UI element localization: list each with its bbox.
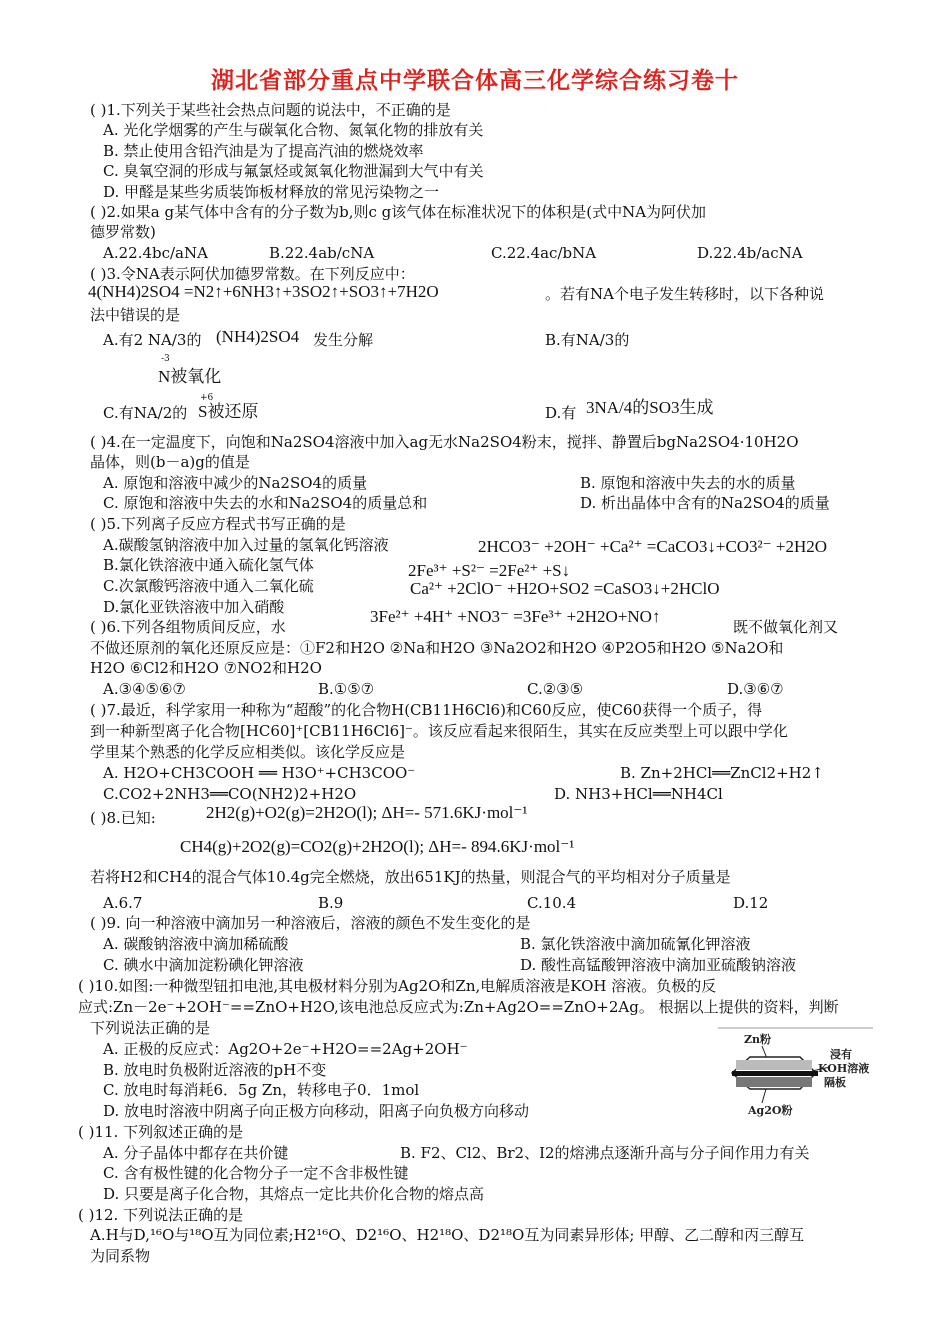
text-line-q3df: 3NA/4的SO3生成 (586, 398, 714, 417)
text-line-q5af: 2HCO3⁻ +2OH⁻ +Ca²⁺ =CaCO3↓+CO3²⁻ +2H2O (478, 537, 828, 556)
text-line-q9c: C. 碘水中滴加淀粉碘化钾溶液 (103, 956, 304, 974)
text-line-q8ob: B.9 (318, 894, 344, 912)
text-line-q6b: 不做还原剂的氧化还原反应是：①F2和H2O ②Na和H2O ③Na2O2和H2O ④P2O5和H2O ⑤Na2O和 (90, 639, 784, 657)
text-line-q2: ( )2.如果a g某气体中含有的分子数为b,则c g该气体在标准状况下的体积是(式中NA为阿伏加 (90, 203, 707, 221)
separator-bar (732, 1071, 818, 1076)
text-line-q4b: 晶体，则(b－a)g的值是 (90, 453, 250, 471)
text-line-q10: ( )10.如图:一种微型钮扣电池,其电极材料分别为Ag2O和Zn,电解质溶液是KOH 溶液。负极的反 (78, 977, 717, 995)
ag2o-powder-label: Ag2O粉 (748, 1104, 793, 1117)
text-line-q3: ( )3.令NA表示阿伏加德罗常数。在下列反应中： (90, 265, 415, 283)
text-line-q5b: B.氯化铁溶液中通入硫化氢气体 (103, 556, 314, 574)
text-line-q6oc: C.②③⑤ (527, 680, 584, 698)
text-line-q3a: A.有2 NA/3的 (103, 331, 202, 349)
text-line-q6ob: B.①⑤⑦ (318, 680, 375, 698)
text-line-q10b: 应式:Zn－2e⁻+2OH⁻==ZnO+H2O,该电池总反应式为:Zn+Ag2O==ZnO+2Ag。 根据以上提供的资料，判断 (78, 998, 839, 1016)
text-line-q12b: 为同系物 (90, 1247, 151, 1265)
ag2o-layer (736, 1077, 812, 1087)
zn-layer (736, 1060, 812, 1070)
text-line-q1a: A. 光化学烟雾的产生与碳氧化合物、氮氧化物的排放有关 (103, 121, 484, 139)
text-line-q7ob: B. Zn+2HCl══ZnCl2+H2↑ (620, 764, 824, 782)
text-line-q8oc: C.10.4 (527, 894, 577, 912)
text-line-q4: ( )4.在一定温度下，向饱和Na2SO4溶液中加入ag无水Na2SO4粉末，搅拌、静置后bgNa2SO4·10H2O (90, 433, 799, 451)
text-line-q1: ( )1.下列关于某些社会热点问题的说法中，不正确的是 (90, 101, 451, 119)
text-line-q9: ( )9. 向一种溶液中滴加另一种溶液后，溶液的颜色不发生变化的是 (90, 914, 531, 932)
text-line-q5a: A.碳酸氢钠溶液中加入过量的氢氧化钙溶液 (103, 536, 389, 554)
text-line-q9a: A. 碳酸钠溶液中滴加稀硫酸 (103, 935, 289, 953)
text-line-q10ob: B. 放电时负极附近溶液的pH不变 (103, 1061, 327, 1079)
text-line-q12a: A.H与D,¹⁶O与¹⁸O互为同位素;H2¹⁶O、D2¹⁶O、H2¹⁸O、D2¹⁸O互为同素异形体; 甲醇、乙二醇和丙三醇互 (90, 1226, 805, 1244)
text-line-q8oa: A.6.7 (103, 894, 143, 912)
text-line-q8: ( )8.已知: (90, 809, 156, 827)
text-line-q8f2: CH4(g)+2O2(g)=CO2(g)+2H2O(l); ΔH=- 894.6KJ·mol⁻¹ (180, 837, 575, 856)
text-line-q6oa: A.③④⑤⑥⑦ (103, 680, 186, 698)
text-line-q5: ( )5.下列离子反应方程式书写正确的是 (90, 515, 346, 533)
text-line-q5cf: Ca²⁺ +2ClO⁻ +H2O+SO2 =CaSO3↓+2HClO (410, 579, 720, 598)
text-line-q2bb: B.22.4ab/cNA (269, 244, 375, 262)
text-line-q3bsup: -3 (161, 354, 170, 364)
text-line-q9b: B. 氯化铁溶液中滴加硫氰化钾溶液 (520, 935, 751, 953)
text-line-q1d: D. 甲醛是某些劣质装饰板材释放的常见污染物之一 (103, 183, 440, 201)
text-line-q2a: A.22.4bc/aNA (103, 244, 208, 262)
text-line-q10oa: A. 正极的反应式：Ag2O+2e⁻+H2O==2Ag+2OH⁻ (103, 1040, 468, 1058)
koh-label-1: 浸有 (830, 1048, 852, 1061)
text-line-q10oc: C. 放电时每消耗6．5g Zn，转移电子0．1mol (103, 1081, 420, 1099)
text-line-q5d: D.氯化亚铁溶液中加入硝酸 (103, 598, 285, 616)
text-line-q7: ( )7.最近，科学家用一种称为“超酸”的化合物H(CB11H6Cl6)和C60反应，使C60获得一个质子，得 (90, 701, 763, 719)
text-line-q3d: D.有 (545, 404, 577, 422)
text-line-q8f1: 2H2(g)+O2(g)=2H2O(l); ΔH=- 571.6KJ·mol⁻¹ (206, 803, 528, 822)
text-line-q4c: C. 原饱和溶液中失去的水和Na2SO4的质量总和 (103, 494, 428, 512)
text-line-q5c: C.次氯酸钙溶液中通入二氧化硫 (103, 577, 314, 595)
text-line-q4d: D. 析出晶体中含有的Na2SO4的质量 (580, 494, 830, 512)
zn-powder-label: Zn粉 (744, 1033, 772, 1046)
text-line-q10od: D. 放电时溶液中阴离子向正极方向移动，阳离子向负极方向移动 (103, 1102, 530, 1120)
text-line-q1b: B. 禁止使用含铅汽油是为了提高汽油的燃烧效率 (103, 142, 424, 160)
text-line-q5df: 3Fe²⁺ +4H⁺ +NO3⁻ =3Fe³⁺ +2H2O+NO↑ (370, 607, 661, 626)
text-line-q7oa: A. H2O+CH3COOH ══ H3O⁺+CH3COO⁻ (103, 764, 416, 782)
text-line-q6od: D.③⑥⑦ (727, 680, 784, 698)
text-line-q3cf: S被还原 (198, 402, 259, 421)
text-line-q10c: 下列说法正确的是 (90, 1019, 211, 1037)
text-line-q6: ( )6.下列各组物质间反应，水 (90, 618, 286, 636)
text-line-q3t: 。若有NA个电子发生转移时，以下各种说 (545, 285, 824, 303)
text-line-q3bf: N被氧化 (158, 367, 222, 386)
text-line-q11b: B. F2、Cl2、Br2、I2的熔沸点逐渐升高与分子间作用力有关 (400, 1144, 810, 1162)
text-line-q9d: D. 酸性高锰酸钾溶液中滴加亚硫酸钠溶液 (520, 956, 797, 974)
page-title: 湖北省部分重点中学联合体高三化学综合练习卷十 (211, 68, 739, 94)
text-line-q4bb: B. 原饱和溶液中失去的水的质量 (580, 474, 796, 492)
text-line-q4a: A. 原饱和溶液中减少的Na2SO4的质量 (103, 474, 368, 492)
koh-label-2: KOH溶液 (818, 1062, 870, 1075)
text-line-q11c: C. 含有极性键的化合物分子一定不含非极性键 (103, 1164, 409, 1182)
text-line-q5bf: 2Fe³⁺ +S²⁻ =2Fe²⁺ +S↓ (408, 561, 571, 580)
text-line-q11a: A. 分子晶体中都存在共价键 (103, 1144, 289, 1162)
text-line-q7c: 学里某个熟悉的化学反应相类似。该化学反应是 (90, 743, 406, 761)
text-line-q6c: H2O ⑥Cl2和H2O ⑦NO2和H2O (90, 659, 322, 677)
text-line-q3csup: +6 (200, 393, 214, 403)
text-line-q3at: 发生分解 (313, 331, 374, 349)
text-line-q3b: 法中错误的是 (90, 306, 181, 324)
text-line-q2d: D.22.4b/acNA (697, 244, 803, 262)
button-battery-figure (718, 1027, 873, 1119)
text-line-q3eq: 4(NH4)2SO4 =N2↑+6NH3↑+3SO2↑+SO3↑+7H2O (88, 282, 439, 301)
text-line-q7od: D. NH3+HCl══NH4Cl (554, 785, 723, 803)
text-line-q2c: C.22.4ac/bNA (491, 244, 597, 262)
text-line-q8b: 若将H2和CH4的混合气体10.4g完全燃烧，放出651KJ的热量，则混合气的平均相对分子质量是 (90, 868, 731, 886)
text-line-q11: ( )11. 下列叙述正确的是 (78, 1123, 244, 1141)
text-line-q6r: 既不做氧化剂又 (733, 618, 839, 636)
text-line-q12: ( )12. 下列说法正确的是 (78, 1206, 244, 1224)
separator-label: 隔板 (824, 1076, 846, 1089)
text-line-q11d: D. 只要是离子化合物，其熔点一定比共价化合物的熔点高 (103, 1185, 485, 1203)
text-line-q3bb: B.有NA/3的 (545, 331, 630, 349)
text-line-q8od: D.12 (733, 894, 769, 912)
text-line-q3c: C.有NA/2的 (103, 404, 188, 422)
text-line-q1c: C. 臭氧空洞的形成与氟氯烃或氮氧化物泄漏到大气中有关 (103, 162, 484, 180)
text-line-q2b: 德罗常数) (90, 223, 156, 241)
text-line-q7oc: C.CO2+2NH3══CO(NH2)2+H2O (103, 785, 357, 803)
text-line-q3af: (NH4)2SO4 (216, 327, 300, 346)
text-line-q7b: 到一种新型离子化合物[HC60]⁺[CB11H6Cl6]⁻。该反应看起来很陌生，其实在反应类型上可以跟中学化 (90, 722, 788, 740)
